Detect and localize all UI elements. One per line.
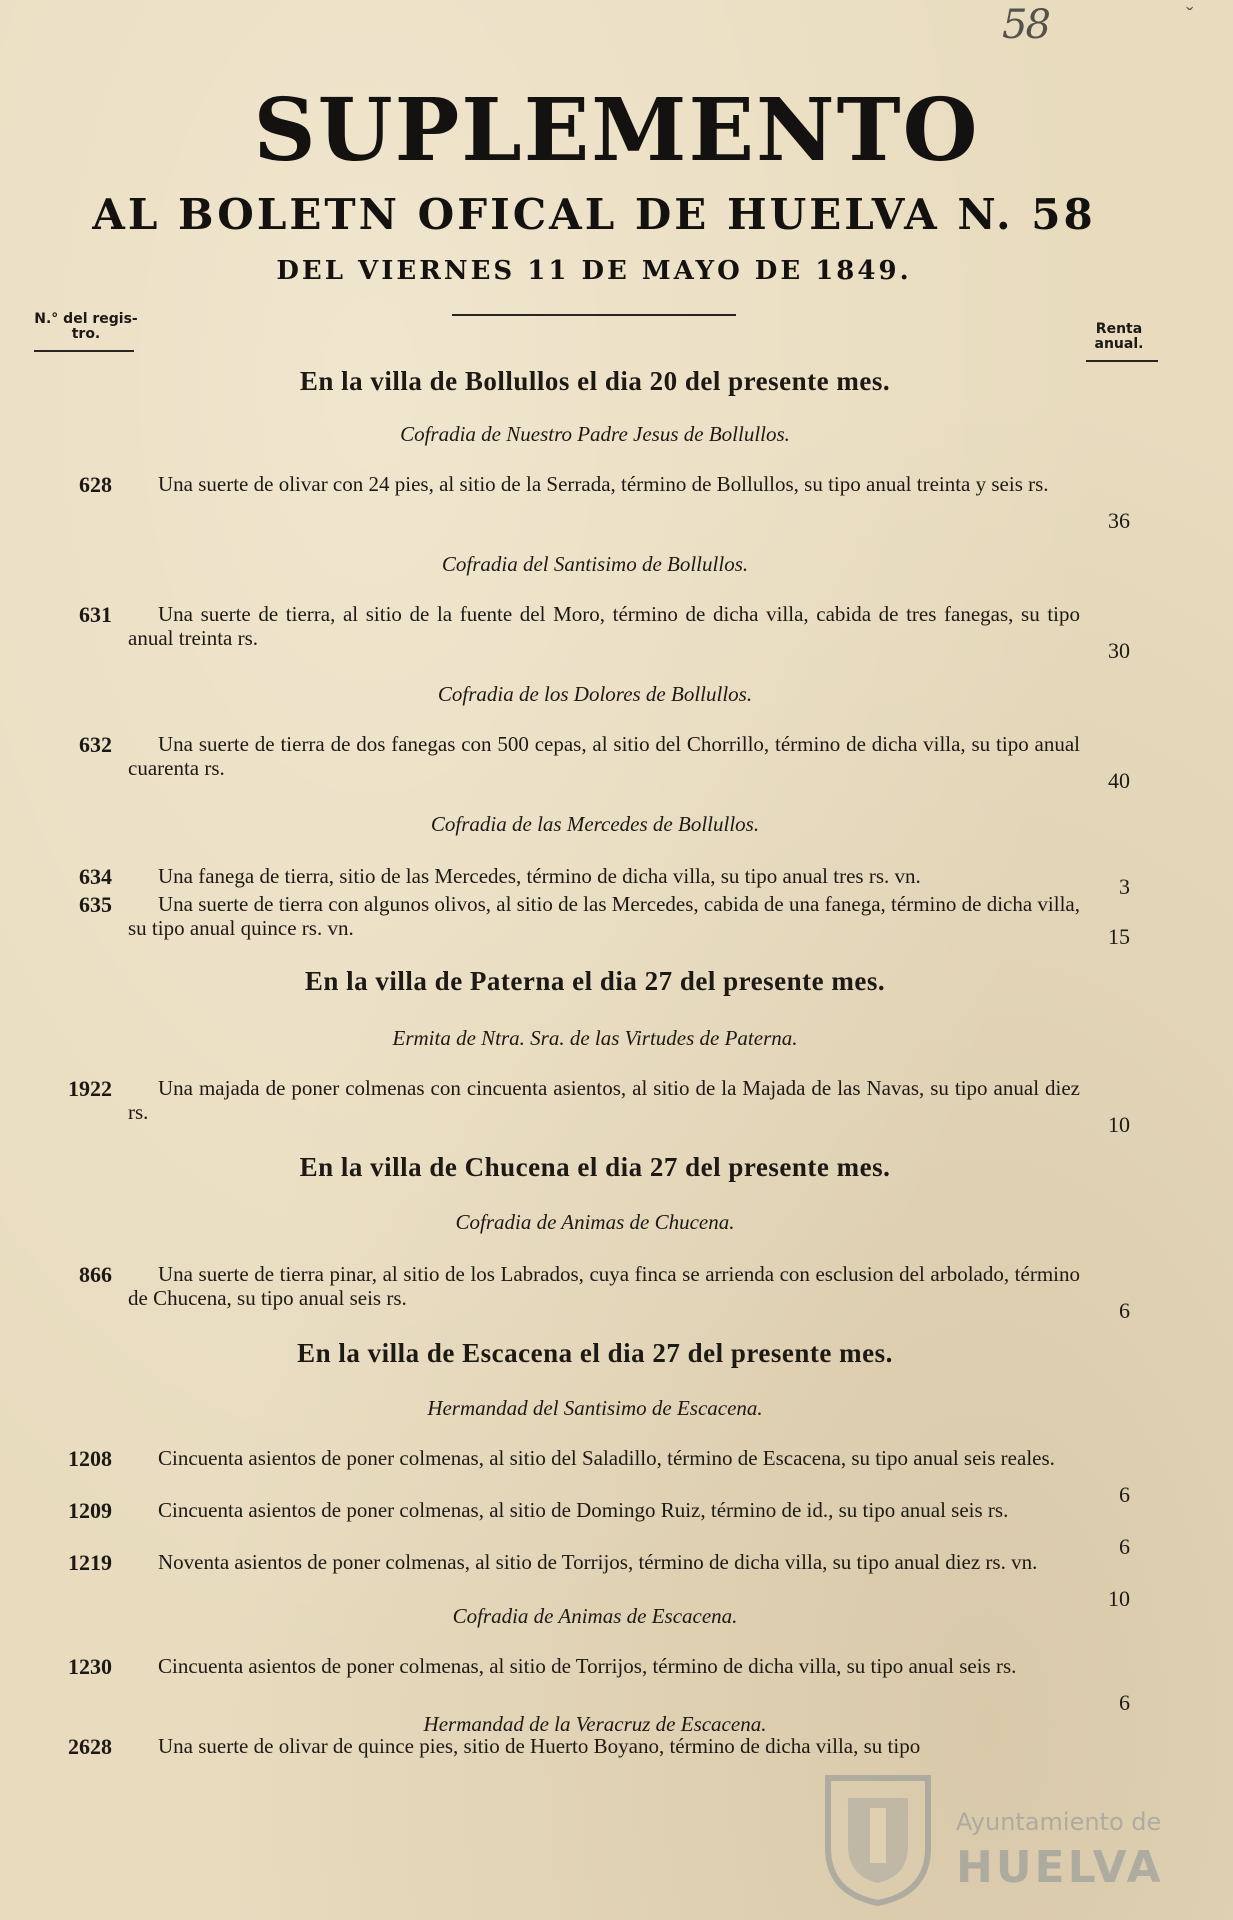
- section-heading: En la villa de Paterna el dia 27 del presente mes.: [304, 966, 886, 996]
- item-description: Una suerte de tierra de dos fanegas con 500 cepas, al sitio del Chorrillo, término de dicha villa, su tipo anual cuarenta rs.: [128, 732, 1080, 780]
- annual-rent: 6: [1119, 1482, 1130, 1507]
- register-number: 1230: [68, 1654, 112, 1679]
- header-divider: [452, 314, 736, 316]
- register-number: 1219: [68, 1550, 112, 1575]
- register-number: 866: [79, 1262, 112, 1287]
- handwritten-page-number: 58: [1002, 2, 1049, 48]
- issue-date: DEL VIERNES 11 DE MAYO DE 1849.: [276, 256, 912, 286]
- watermark-line1: Ayuntamiento de: [956, 1808, 1162, 1836]
- watermark-line2: HUELVA: [956, 1842, 1164, 1893]
- register-number: 628: [79, 472, 112, 497]
- annual-rent-column-label: Renta anual.: [1094, 321, 1144, 352]
- annual-rent: 30: [1108, 638, 1130, 663]
- section-heading: En la villa de Chucena el dia 27 del presente mes.: [299, 1152, 891, 1182]
- annual-rent: 6: [1119, 1298, 1130, 1323]
- register-number: 635: [79, 892, 112, 917]
- item-description: Cincuenta asientos de poner colmenas, al sitio de Domingo Ruiz, término de id., su tipo anual seis rs.: [158, 1498, 1009, 1522]
- archive-watermark: [818, 1768, 1218, 1908]
- register-number: 2628: [68, 1734, 112, 1759]
- annual-rent: 6: [1119, 1690, 1130, 1715]
- annual-rent: 3: [1119, 874, 1130, 899]
- annual-rent: 10: [1108, 1112, 1130, 1137]
- item-description: Una suerte de tierra con algunos olivos, al sitio de las Mercedes, cabida de una fanega, término de dicha villa, su tipo anual quince rs. vn.: [128, 892, 1080, 940]
- section-heading: En la villa de Bollullos el dia 20 del presente mes.: [299, 366, 891, 396]
- annual-rent: 36: [1108, 508, 1130, 533]
- corner-mark: ˇ: [1186, 2, 1194, 27]
- item-description: Una suerte de tierra pinar, al sitio de los Labrados, cuya finca se arrienda con esclusion del arbolado, término de Chucena, su tipo anual seis rs.: [128, 1262, 1080, 1310]
- item-description: Cincuenta asientos de poner colmenas, al sitio del Saladillo, término de Escacena, su tipo anual seis reales.: [158, 1446, 1055, 1470]
- item-description: Noventa asientos de poner colmenas, al sitio de Torrijos, término de dicha villa, su tipo anual diez rs. vn.: [158, 1550, 1038, 1574]
- item-description: Cincuenta asientos de poner colmenas, al sitio de Torrijos, término de dicha villa, su tipo anual seis rs.: [158, 1654, 1017, 1678]
- item-description: Una suerte de tierra, al sitio de la fuente del Moro, término de dicha villa, cabida de tres fanegas, su tipo anual treinta rs.: [128, 602, 1080, 650]
- register-number: 634: [79, 864, 112, 889]
- coat-of-arms-icon: [818, 1768, 938, 1908]
- register-number: 631: [79, 602, 112, 627]
- group-subheading: Cofradia de Animas de Chucena.: [455, 1210, 735, 1234]
- annual-rent: 6: [1119, 1534, 1130, 1559]
- group-subheading: Ermita de Ntra. Sra. de las Virtudes de Paterna.: [392, 1026, 798, 1050]
- page-subtitle: AL BOLETN OFICAL DE HUELVA N. 58: [92, 190, 1096, 239]
- section-heading: En la villa de Escacena el dia 27 del presente mes.: [297, 1338, 893, 1368]
- register-number: 1208: [68, 1446, 112, 1471]
- annual-rent: 40: [1108, 768, 1130, 793]
- group-subheading: Cofradia del Santisimo de Bollullos.: [441, 552, 749, 576]
- group-subheading: Hermandad del Santisimo de Escacena.: [427, 1396, 763, 1420]
- register-number: 1209: [68, 1498, 112, 1523]
- left-column-rule: [34, 350, 134, 352]
- annual-rent: 15: [1108, 924, 1130, 949]
- item-description: Una suerte de olivar de quince pies, sitio de Huerto Boyano, término de dicha villa, su tipo: [158, 1734, 921, 1758]
- page-title: SUPLEMENTO: [253, 80, 980, 181]
- group-subheading: Hermandad de la Veracruz de Escacena.: [423, 1712, 767, 1736]
- item-description: Una suerte de olivar con 24 pies, al sitio de la Serrada, término de Bollullos, su tipo anual treinta y seis rs.: [158, 472, 1049, 496]
- right-column-rule: [1086, 360, 1158, 362]
- register-number: 1922: [68, 1076, 112, 1101]
- group-subheading: Cofradia de Nuestro Padre Jesus de Bollullos.: [400, 422, 790, 446]
- register-number-column-label: N.° del regis- tro.: [34, 311, 138, 342]
- register-number: 632: [79, 732, 112, 757]
- annual-rent: 10: [1108, 1586, 1130, 1611]
- item-description: Una majada de poner colmenas con cincuenta asientos, al sitio de la Majada de las Navas, su tipo anual diez rs.: [128, 1076, 1080, 1124]
- group-subheading: Cofradia de Animas de Escacena.: [452, 1604, 738, 1628]
- group-subheading: Cofradia de los Dolores de Bollullos.: [437, 682, 753, 706]
- item-description: Una fanega de tierra, sitio de las Mercedes, término de dicha villa, su tipo anual tres rs. vn.: [158, 864, 921, 888]
- group-subheading: Cofradia de las Mercedes de Bollullos.: [430, 812, 760, 836]
